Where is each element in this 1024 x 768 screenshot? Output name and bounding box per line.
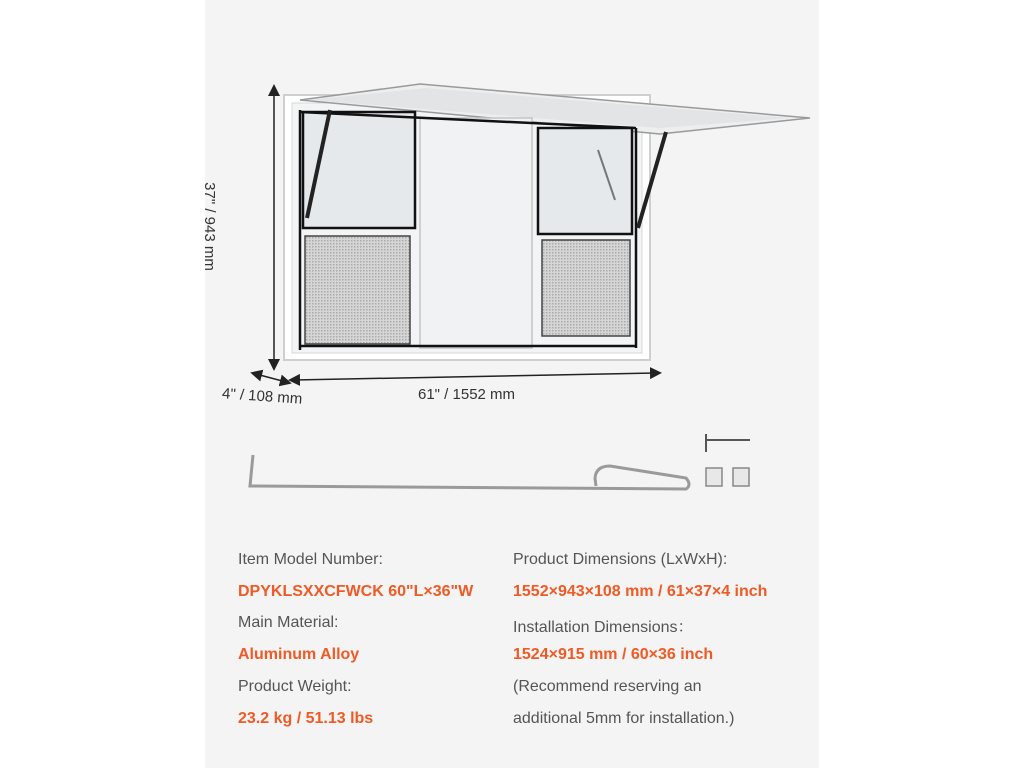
- hex-key: [706, 434, 750, 452]
- material-value: Aluminum Alloy: [238, 646, 360, 663]
- installation-dimensions-label: Installation Dimensions：: [513, 619, 694, 636]
- mounting-clip-1: [706, 468, 722, 486]
- left-sash: [303, 112, 415, 228]
- left-screen-mesh: [305, 236, 410, 344]
- weight-value: 23.2 kg / 51.13 lbs: [238, 710, 374, 727]
- installation-dimensions-value: 1524×915 mm / 60×36 inch: [513, 646, 714, 663]
- product-dimensions-value: 1552×943×108 mm / 61×37×4 inch: [513, 583, 768, 600]
- mounting-clip-2: [733, 468, 749, 486]
- weight-label: Product Weight:: [238, 678, 352, 695]
- installation-note-line-1: (Recommend reserving an: [513, 678, 702, 695]
- product-dimensions-label: Product Dimensions (LxWxH):: [513, 551, 728, 568]
- installation-note-line-2: additional 5mm for installation.): [513, 710, 735, 727]
- model-value: DPYKLSXXCFWCK 60"L×36"W: [238, 583, 474, 600]
- width-dimension-label: 61" / 1552 mm: [418, 386, 516, 403]
- center-pane: [420, 118, 532, 348]
- width-dimension-arrow: [294, 373, 656, 380]
- support-rod: [250, 455, 689, 489]
- right-screen-mesh: [542, 240, 630, 336]
- material-label: Main Material:: [238, 614, 339, 631]
- depth-dimension-arrow: [256, 374, 286, 382]
- right-sash: [538, 128, 632, 234]
- model-label: Item Model Number:: [238, 551, 383, 568]
- height-dimension-label: 37" / 943 mm: [200, 182, 218, 271]
- depth-dimension-label: 4" / 108 mm: [221, 385, 303, 408]
